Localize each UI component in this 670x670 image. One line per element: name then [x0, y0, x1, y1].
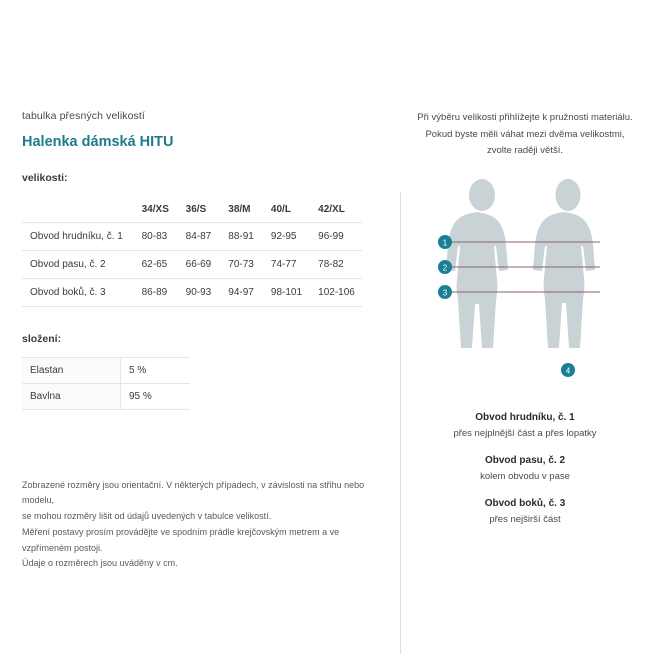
right-column — [382, 88, 670, 588]
measure-chest — [404, 410, 646, 441]
table-header-row — [22, 196, 362, 223]
left-column — [0, 88, 382, 588]
header-cell-34xs: 34/XS — [134, 196, 178, 223]
measure-hips — [404, 496, 646, 527]
table-row — [22, 384, 190, 410]
measure-descriptions — [404, 410, 646, 528]
table-row — [22, 279, 362, 307]
cell-hips-36s: 90-93 — [178, 279, 221, 307]
measure-chest-name: Obvod hrudníku, č. 1 — [475, 411, 575, 423]
composition-value-elastan: 5 % — [121, 358, 191, 384]
row-label-waist: Obvod pasu, č. 2 — [22, 251, 134, 279]
cell-waist-34xs: 62-65 — [134, 251, 178, 279]
marker-3-label: 3 — [442, 288, 448, 298]
composition-table — [22, 357, 190, 410]
vertical-divider — [400, 192, 401, 654]
measure-chest-desc: přes nejplnější část a přes lopatky — [453, 427, 597, 439]
figure-side-icon — [533, 179, 595, 348]
cell-chest-36s: 84-87 — [178, 223, 221, 251]
table-row — [22, 358, 190, 384]
kicker-text: tabulka přesných velikostí — [22, 110, 145, 122]
footnote-line-1: Zobrazené rozměry jsou orientační. V některých případech, v závislosti na střihu nebo modelu, — [22, 479, 365, 506]
footnote-line-4: Údaje o rozměrech jsou uváděny v cm. — [22, 558, 178, 569]
body-figure-svg — [404, 174, 648, 394]
intro-line-1: Při výběru velikosti přihlížejte k pružnosti materiálu. — [417, 112, 633, 123]
figure-front-icon — [446, 179, 508, 348]
cell-waist-40l: 74-77 — [263, 251, 310, 279]
intro-text — [404, 110, 646, 160]
intro-line-3: zvolte raději větší. — [486, 145, 564, 157]
marker-2-label: 2 — [442, 263, 448, 273]
header-cell-38m: 38/M — [220, 196, 263, 223]
cell-waist-38m: 70-73 — [220, 251, 263, 279]
page-title: Halenka dámská HITU — [22, 134, 174, 150]
measure-hips-desc: přes nejširší část — [489, 514, 561, 526]
cell-waist-42xl: 78-82 — [310, 251, 362, 279]
spacer — [22, 307, 362, 333]
header-cell-40l: 40/L — [263, 196, 310, 223]
footnote-line-3: Měření postavy prosím provádějte ve spodním prádle krejčovským metrem a ve vzpřímeném postoji. — [22, 526, 340, 553]
cell-hips-42xl: 102-106 — [310, 279, 362, 307]
measurement-figure — [404, 174, 648, 394]
footnote — [22, 478, 372, 573]
sizes-table — [22, 196, 362, 307]
footnote-line-2: se mohou rozměry lišit od údajů uvedených v tabulce velikostí. — [22, 511, 272, 521]
table-row — [22, 251, 362, 279]
header-cell-blank — [22, 196, 134, 223]
composition-material-bavlna: Bavlna — [22, 384, 121, 410]
marker-4-label: 4 — [565, 366, 571, 376]
cell-chest-42xl: 96-99 — [310, 223, 362, 251]
table-row — [22, 223, 362, 251]
marker-1-label: 1 — [442, 238, 448, 248]
cell-hips-34xs: 86-89 — [134, 279, 178, 307]
cell-chest-38m: 88-91 — [220, 223, 263, 251]
row-label-chest: Obvod hrudníku, č. 1 — [22, 223, 134, 251]
row-label-hips: Obvod boků, č. 3 — [22, 279, 134, 307]
cell-hips-40l: 98-101 — [263, 279, 310, 307]
measure-waist-desc: kolem obvodu v pase — [480, 471, 570, 483]
cell-hips-38m: 94-97 — [220, 279, 263, 307]
cell-chest-40l: 92-95 — [263, 223, 310, 251]
cell-chest-34xs: 80-83 — [134, 223, 178, 251]
header-cell-36s: 36/S — [178, 196, 221, 223]
header-cell-42xl: 42/XL — [310, 196, 362, 223]
composition-material-elastan: Elastan — [22, 358, 121, 384]
composition-value-bavlna: 95 % — [121, 384, 191, 410]
measure-hips-name: Obvod boků, č. 3 — [484, 498, 566, 510]
cell-waist-36s: 66-69 — [178, 251, 221, 279]
composition-label: složení: — [22, 333, 62, 345]
measure-waist-name: Obvod pasu, č. 2 — [484, 455, 566, 467]
measure-waist — [404, 453, 646, 484]
intro-line-2: Pokud byste měli váhat mezi dvěma velikostmi, — [425, 128, 625, 140]
content-area — [0, 88, 670, 588]
sizes-label: velikosti: — [22, 172, 68, 184]
